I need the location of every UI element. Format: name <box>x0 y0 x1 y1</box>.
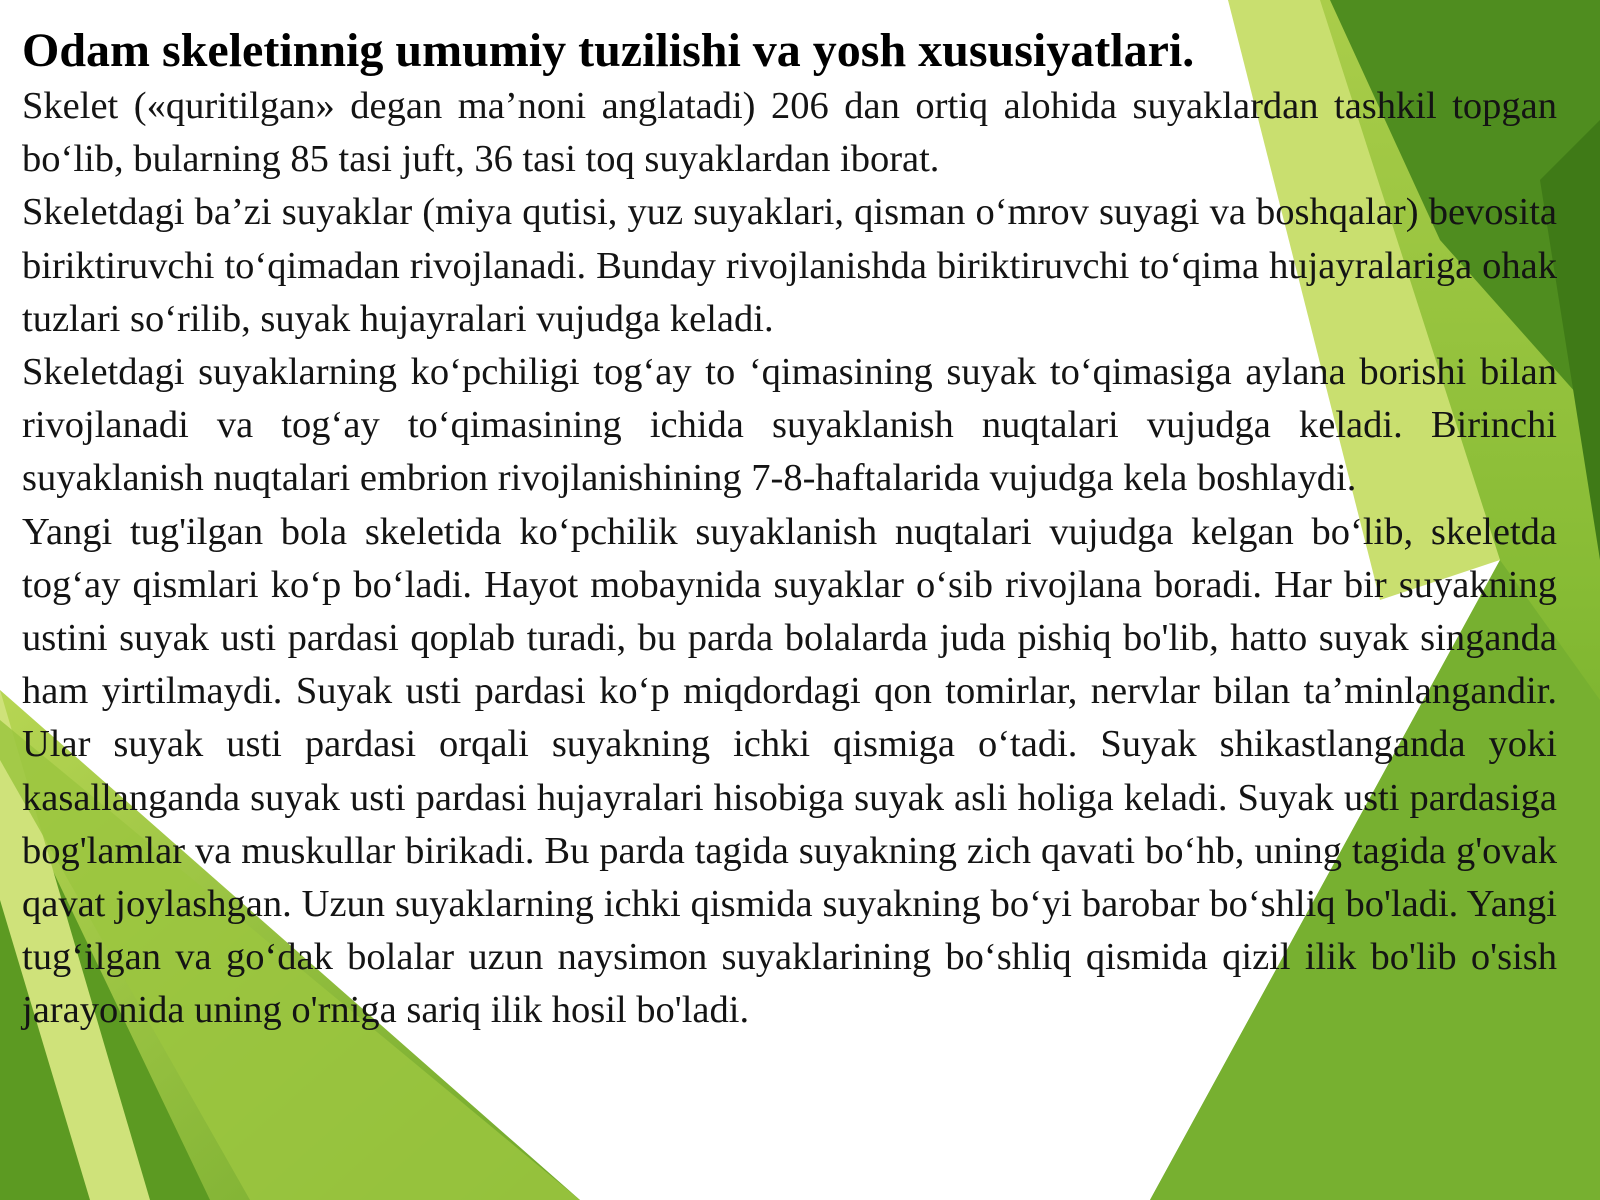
paragraph-cartilage-ossification: Skeletdagi suyaklarning ko‘pchiligi tog‘ay to ‘qimasining suyak to‘qimasiga aylana borishi bilan rivojlanadi va tog‘ay to‘qimasining ichida suyaklanish nuqtalari vujudga keladi. Birinchi suyaklanish nuqtalari embrion rivojlanishining 7-8-haftalarida vujudga kela boshlaydi. <box>22 351 1557 500</box>
slide-title: Odam skeletinnig umumiy tuzilishi va yosh xususiyatlari. <box>22 24 1195 77</box>
paragraph-newborn-skeleton: Yangi tug'ilgan bola skeletida ko‘pchilik suyaklanish nuqtalari vujudga kelgan bo‘lib, skeletda tog‘ay qismlari ko‘p bo‘ladi. Hayot mobaynida suyaklar o‘sib rivojlana boradi. Har bir suyakning ustini suyak usti pardasi qoplab turadi, bu parda bolalarda juda pishiq bo'lib, hatto suyak singanda ham yirtilmaydi. Suyak usti pardasi ko‘p miqdordagi qon tomirlar, nervlar bilan ta’minlangandir. Ular suyak usti pardasi orqali suyakning ichki qismiga o‘tadi. Suyak shikastlanganda yoki kasallanganda suyak usti pardasi hujayralari hisobiga suyak asli holiga keladi. Suyak usti pardasiga bog'lamlar va muskullar birikadi. Bu parda tagida suyakning zich qavati bo‘hb, uning tagida g'ovak qavat joylashgan. Uzun suyaklarning ichki qismida suyakning bo‘yi barobar bo‘shliq bo'ladi. Yangi tug‘ilgan va go‘dak bolalar uzun naysimon suyaklarining bo‘shliq qismida qizil ilik bo'lib o'sish jarayonida uning o'rniga sariq ilik hosil bo'ladi. <box>22 510 1557 1032</box>
paragraph-skeleton-overview: Skelet («quritilgan» degan ma’noni anglatadi) 206 dan ortiq alohida suyaklardan tashkil topgan bo‘lib, bularning 85 tasi juft, 36 tasi toq suyaklardan iborat. <box>22 85 1557 181</box>
slide-content <box>22 22 1557 1038</box>
paragraph-connective-tissue: Skeletdagi ba’zi suyaklar (miya qutisi, yuz suyaklari, qisman o‘mrov suyagi va boshqalar) bevosita biriktiruvchi to‘qimadan rivojlanadi. Bunday rivojlanishda biriktiruvchi to‘qima hujayralariga ohak tuzlari so‘rilib, suyak hujayralari vujudga keladi. <box>22 191 1557 340</box>
